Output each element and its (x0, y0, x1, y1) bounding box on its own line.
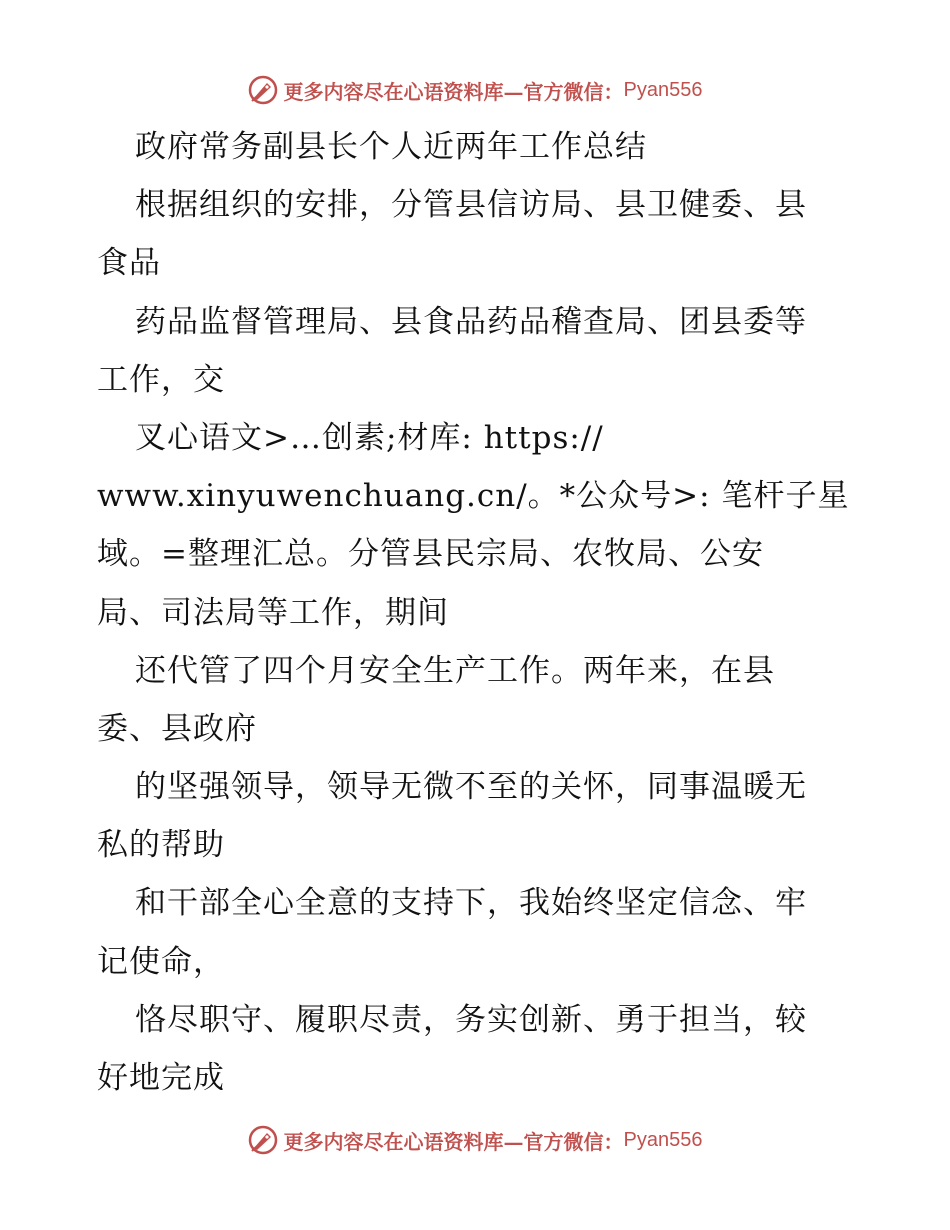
text-line: 局、司法局等工作，期间 (97, 594, 449, 631)
text-line: 工作，交 (97, 361, 225, 398)
header-banner (0, 70, 950, 110)
wechat-id: Pyan556 (623, 78, 703, 101)
banner-text: 更多内容尽在心语资料库—官方微信： (283, 1129, 624, 1154)
document-title: 政府常务副县长个人近两年工作总结 (135, 129, 647, 165)
text-line: 域。=整理汇总。分管县民宗局、农牧局、公安 (97, 536, 764, 573)
text-line: 的坚强领导，领导无微不至的关怀，同事温暖无 (135, 769, 807, 806)
pen-nib-logo-icon (248, 75, 278, 105)
text-line: 好地完成 (97, 1060, 225, 1096)
footer-banner (0, 1120, 950, 1160)
text-line: 委、县政府 (97, 710, 257, 747)
text-line: 根据组织的安排，分管县信访局、县卫健委、县 (135, 187, 807, 224)
text-line: 叉心语文>…创素;材库: https:// (135, 419, 604, 456)
text-line: 还代管了四个月安全生产工作。两年来，在县 (135, 652, 775, 689)
wechat-id: Pyan556 (623, 1128, 703, 1151)
text-line: 私的帮助 (97, 827, 225, 864)
document-body (97, 118, 857, 1107)
banner-text: 更多内容尽在心语资料库—官方微信： (283, 79, 624, 104)
text-line: www.xinyuwenchuang.cn/。*公众号>: 笔杆子星 (97, 478, 850, 515)
text-line: 恪尽职守、履职尽责，务实创新、勇于担当，较 (135, 1001, 807, 1038)
pen-nib-logo-icon (248, 1125, 278, 1155)
text-line: 记使命， (97, 943, 225, 980)
text-line: 药品监督管理局、县食品药品稽查局、团县委等 (135, 303, 807, 340)
text-line: 和干部全心全意的支持下，我始终坚定信念、牢 (135, 885, 807, 922)
text-line: 食品 (97, 245, 161, 282)
